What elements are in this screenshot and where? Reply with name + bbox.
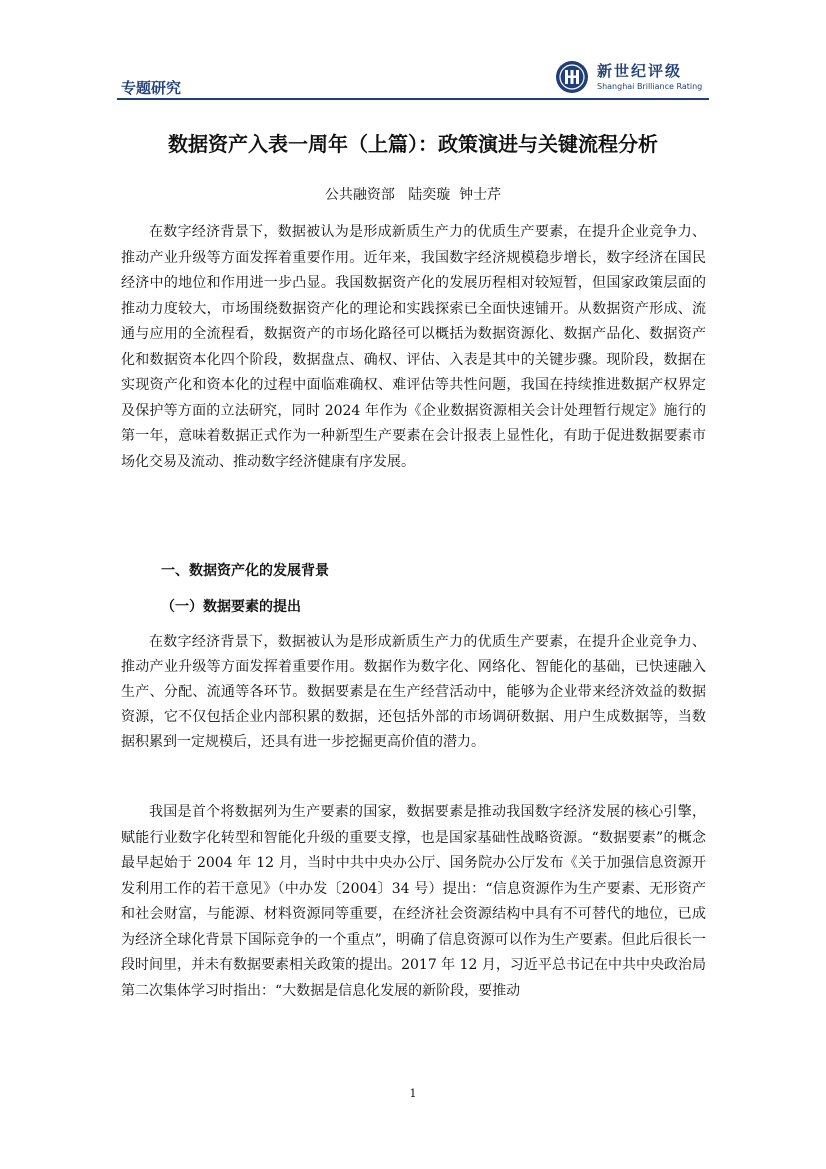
section-label: 专题研究 <box>121 79 182 97</box>
brand-logo <box>555 60 715 100</box>
subsection-heading: （一）数据要素的提出 <box>161 599 301 615</box>
body-paragraph: 在数字经济背景下，数据被认为是形成新质生产力的优质生产要素，在提升企业竞争力、推动产业升级等方面发挥着重要作用。数据作为数字化、网络化、智能化的基础，已快速融入生产、分配、流通等各环节。数据要素是在生产经营活动中，能够为企业带来经济效益的数据资源，它不仅包括企业内部积累的数据，还包括外部的市场调研数据、用户生成数据等，当数据积累到一定规模后，还具有进一步挖掘更高价值的潜力。 <box>121 634 706 750</box>
document-title: 数据资产入表一周年（上篇）：政策演进与关键流程分析 <box>168 132 658 156</box>
author-line: 公共融资部 陆奕璇 钟士芹 <box>324 187 502 203</box>
brand-name-en: Shanghai Brilliance Rating <box>597 82 703 91</box>
body-paragraph: 我国是首个将数据列为生产要素的国家，数据要素是推动我国数字经济发展的核心引擎，赋能行业数字化转型和智能化升级的重要支撑，也是国家基础性战略资源。“数据要素”的概念最早起始于 2004 年 12 月，当时中共中央办公厅、国务院办公厅发布《关于加强信息资源开发利用工作的若干意见》（中办发〔2004〕34 号）提出：“信息资源作为生产要素、无形资产和社会财富，与能源、材料资源同等重要，在经济社会资源结构中具有不可替代的地位，已成为经济全球化背景下国际竞争的一个重点”，明确了信息资源可以作为生产要素。但此后很长一段时间里，并未有数据要素相关政策的提出。2017 年 12 月，习近平总书记在中共中央政治局第二次集体学习时指出：“大数据是信息化发展的新阶段，要推动 <box>121 804 706 999</box>
brand-emblem-icon <box>555 60 589 94</box>
section-heading: 一、数据资产化的发展背景 <box>161 563 329 579</box>
brand-name-cn: 新世纪评级 <box>597 62 683 80</box>
page-number: 1 <box>409 1087 417 1100</box>
header-divider <box>117 98 709 100</box>
abstract-paragraph: 在数字经济背景下，数据被认为是形成新质生产力的优质生产要素，在提升企业竞争力、推动产业升级等方面发挥着重要作用。近年来，我国数字经济规模稳步增长，数字经济在国民经济中的地位和作用进一步凸显。我国数据资产化的发展历程相对较短暂，但国家政策层面的推动力度较大，市场围绕数据资产化的理论和实践探索已全面快速铺开。从数据资产形成、流通与应用的全流程看，数据资产的市场化路径可以概括为数据资源化、数据产品化、数据资产化和数据资本化四个阶段，数据盘点、确权、评估、入表是其中的关键步骤。现阶段，数据在实现资产化和资本化的过程中面临难确权、难评估等共性问题，我国在持续推进数据产权界定及保护等方面的立法研究，同时 2024 年作为《企业数据资源相关会计处理暂行规定》施行的第一年，意味着数据正式作为一种新型生产要素在会计报表上显性化，有助于促进数据要素市场化交易及流动、推动数字经济健康有序发展。 <box>121 224 706 470</box>
